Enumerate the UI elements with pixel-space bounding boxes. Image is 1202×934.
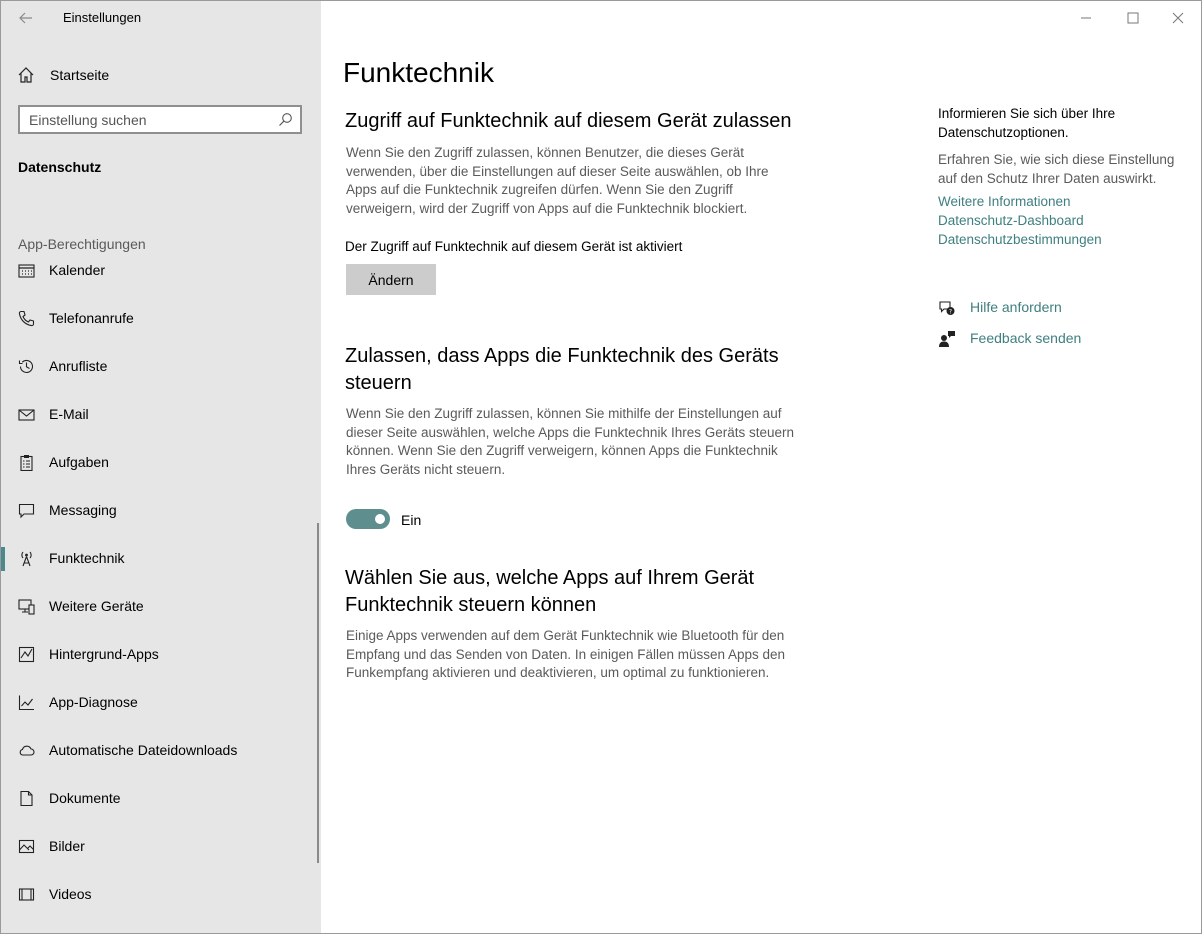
search-icon[interactable] [278, 112, 293, 127]
change-button[interactable]: Ändern [346, 264, 436, 295]
link-more-info[interactable]: Weitere Informationen [938, 194, 1071, 209]
sidebar-item-hintergrund-apps[interactable] [1, 637, 317, 673]
sidebar-item-anrufliste[interactable] [1, 349, 317, 385]
sidebar-scrollbar[interactable] [317, 523, 319, 863]
sidebar-item-label: Funktechnik [49, 550, 125, 566]
sidebar-item-kalender[interactable] [1, 253, 317, 289]
home-label: Startseite [50, 67, 110, 83]
toggle-state-label: Ein [401, 512, 422, 528]
sidebar-item-label: App-Diagnose [49, 694, 138, 710]
sidebar-item-videos[interactable] [1, 877, 317, 913]
minimize-button[interactable] [1071, 7, 1101, 29]
sidebar-item-label: Weitere Geräte [49, 598, 144, 614]
sidebar-item-app-diagnose[interactable] [1, 685, 317, 721]
page-title: Funktechnik [343, 57, 494, 88]
sidebar-item-label: Dokumente [49, 790, 121, 806]
selection-indicator [1, 547, 5, 571]
feedback-icon [938, 330, 956, 348]
maximize-button[interactable] [1118, 7, 1148, 29]
sidebar-item-bilder[interactable] [1, 829, 317, 865]
maximize-icon [1118, 7, 1148, 29]
sidebar-item-label: Videos [49, 886, 92, 902]
video-icon [18, 886, 35, 903]
back-arrow-icon [19, 12, 33, 24]
history-icon [18, 358, 35, 375]
tasks-icon [18, 454, 35, 471]
help-chat-icon [938, 299, 956, 317]
main-content [321, 1, 1201, 933]
sidebar-item-aufgaben[interactable] [1, 445, 317, 481]
toggle-knob [375, 514, 385, 524]
titlebar [1, 1, 321, 35]
aside-text: Erfahren Sie, wie sich diese Einstellung auf den Schutz Ihrer Daten auswirkt. [938, 152, 1175, 186]
send-feedback-label: Feedback senden [970, 330, 1082, 346]
close-icon [1163, 7, 1193, 29]
section2-heading: Zulassen, dass Apps die Funktechnik des Geräts steuern [345, 345, 779, 394]
control-radios-toggle[interactable] [346, 509, 390, 529]
mail-icon [18, 406, 35, 423]
section3-description: Einige Apps verwenden auf dem Gerät Funktechnik wie Bluetooth für den Empfang und das Senden von Daten. In einigen Fällen müssen Apps den Funkempfang aktivieren und deaktivieren, um optimal zu funktionieren. [346, 628, 786, 680]
search-box[interactable] [18, 105, 302, 134]
section1-heading: Zugriff auf Funktechnik auf diesem Gerät zulassen [345, 110, 792, 132]
document-icon [18, 790, 35, 807]
minimize-icon [1071, 7, 1101, 29]
home-icon [17, 66, 35, 84]
picture-icon [18, 838, 35, 855]
sidebar-item-label: Kalender [49, 262, 106, 278]
search-input[interactable] [29, 111, 269, 129]
aside-heading: Informieren Sie sich über Ihre Datenschutzoptionen. [938, 106, 1116, 140]
close-button[interactable] [1163, 7, 1193, 29]
message-icon [18, 502, 35, 519]
diagnostics-icon [18, 694, 35, 711]
radio-tower-icon [18, 550, 35, 567]
svg-text:?: ? [948, 308, 953, 316]
cloud-icon [18, 742, 35, 759]
sidebar-item-label: Aufgaben [49, 454, 109, 470]
sidebar-item-dateidownloads[interactable] [1, 733, 317, 769]
sidebar-item-email[interactable] [1, 397, 317, 433]
section3-heading: Wählen Sie aus, welche Apps auf Ihrem Gerät Funktechnik steuern können [345, 567, 755, 616]
section-title: Datenschutz [18, 159, 102, 175]
link-privacy-dashboard[interactable]: Datenschutz-Dashboard [938, 213, 1084, 228]
sidebar-item-telefonanrufe[interactable] [1, 301, 317, 337]
link-privacy-statement[interactable]: Datenschutzbestimmungen [938, 232, 1102, 247]
app-title: Einstellungen [63, 10, 142, 25]
home-nav-item[interactable] [17, 63, 109, 87]
access-status-text: Der Zugriff auf Funktechnik auf diesem Gerät ist aktiviert [345, 239, 683, 254]
sidebar-item-funktechnik[interactable] [1, 541, 317, 577]
section1-description: Wenn Sie den Zugriff zulassen, können Benutzer, die dieses Gerät verwenden, über die Einstellungen auf dieser Seite auswählen, ob Ihre Apps auf die Funktechnik zugreifen dürfen. Wenn Sie den Zugriff verweigern, wird der Zugriff von Apps auf die Funktechnik blockiert. [346, 145, 769, 216]
section2-description: Wenn Sie den Zugriff zulassen, können Sie mithilfe der Einstellungen auf dieser Seite auswählen, welche Apps die Funktechnik Ihres Geräts steuern können. Wenn Sie den Zugriff verweigern, können Apps die Funktechnik Ihres Geräts nicht steuern. [346, 406, 794, 477]
sidebar-item-label: Automatische Dateidownloads [49, 742, 238, 758]
sidebar-item-dokumente[interactable] [1, 781, 317, 817]
sidebar [1, 1, 321, 933]
back-button[interactable] [13, 7, 39, 29]
sidebar-item-weitere-geraete[interactable] [1, 589, 317, 625]
sidebar-item-label: Anrufliste [49, 358, 108, 374]
background-apps-icon [18, 646, 35, 663]
phone-icon [18, 310, 35, 327]
sidebar-item-label: Hintergrund-Apps [49, 646, 159, 662]
get-help-label: Hilfe anfordern [970, 299, 1062, 315]
group-title: App-Berechtigungen [18, 236, 146, 252]
devices-icon [18, 598, 35, 615]
sidebar-item-label: Messaging [49, 502, 117, 518]
sidebar-item-messaging[interactable] [1, 493, 317, 529]
sidebar-item-label: Telefonanrufe [49, 310, 134, 326]
sidebar-item-label: Bilder [49, 838, 85, 854]
sidebar-item-label: E-Mail [49, 406, 89, 422]
calendar-icon [18, 262, 35, 279]
